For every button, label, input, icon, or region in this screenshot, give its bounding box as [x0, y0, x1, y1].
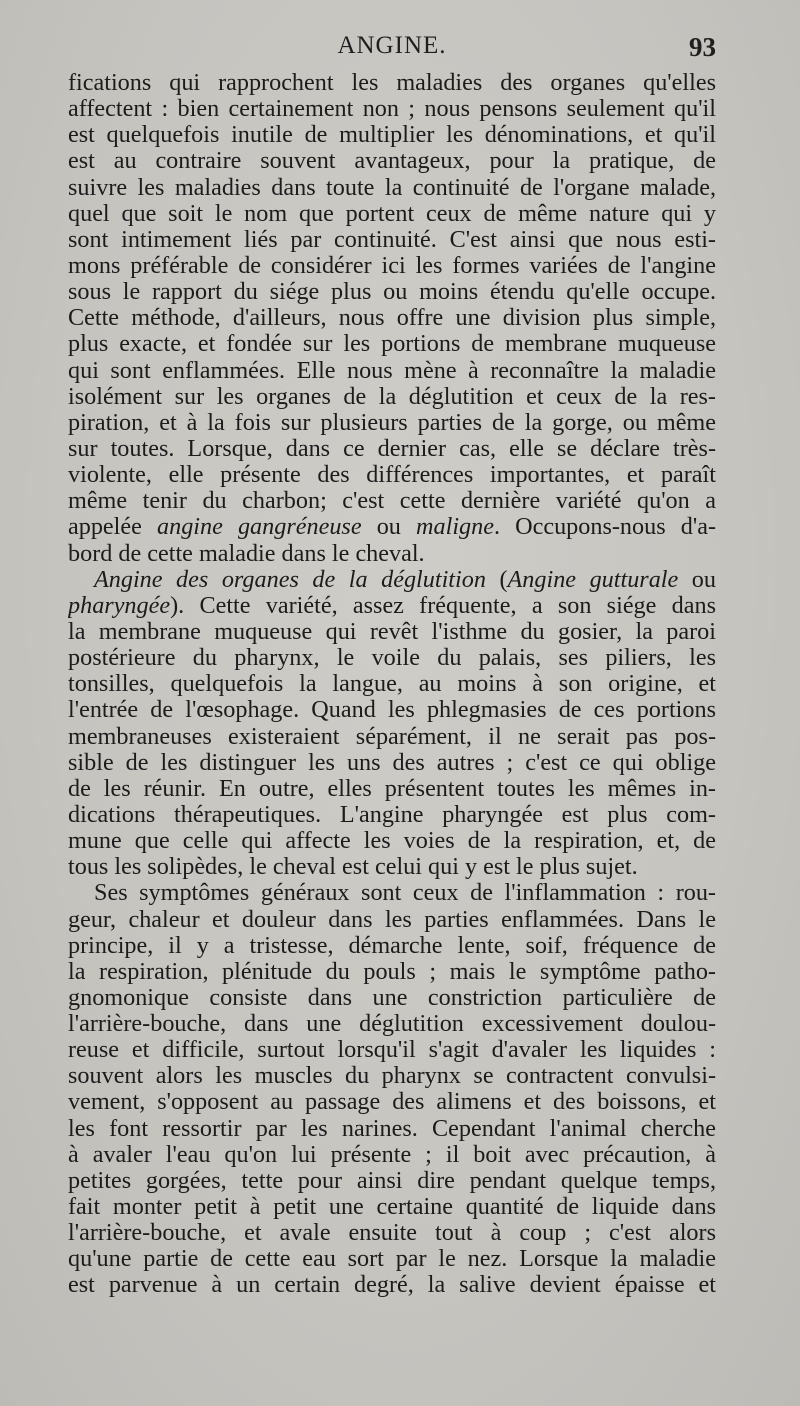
running-header	[68, 32, 716, 68]
text-run: même tenir du charbon; c'est cette dernière variété qu'on a	[68, 488, 716, 515]
page-number: 93	[689, 32, 716, 62]
text-run: geur, chaleur et douleur dans les parties enflammées. Dans le	[68, 906, 716, 933]
text-run: ou	[361, 514, 417, 541]
text-run: la membrane muqueuse qui revêt l'isthme du gosier, la paroi	[68, 618, 716, 645]
text-line	[68, 253, 716, 279]
text-line	[68, 462, 716, 488]
text-line	[68, 985, 716, 1011]
text-run: est quelquefois inutile de multiplier les dénominations, et qu'il	[68, 122, 716, 149]
text-run: fait monter petit à petit une certaine quantité de liquide dans	[68, 1194, 716, 1221]
text-line	[68, 671, 716, 697]
text-line	[68, 358, 716, 384]
text-line	[68, 70, 716, 96]
italic-term: pharyngée	[68, 592, 171, 619]
text-run: mune que celle qui affecte les voies de la respiration, et, de	[68, 828, 716, 855]
text-run: bord de cette maladie dans le cheval.	[68, 540, 425, 567]
text-run: fications qui rapprochent les maladies des organes qu'elles	[68, 70, 716, 96]
text-line	[68, 384, 716, 410]
text-run: petites gorgées, tette pour ainsi dire pendant quelque temps,	[68, 1167, 716, 1194]
italic-term: maligne	[416, 514, 494, 541]
text-line	[68, 331, 716, 357]
text-line	[68, 750, 716, 776]
text-run: dications thérapeutiques. L'angine pharyngée est plus com-	[68, 801, 716, 828]
text-line	[68, 305, 716, 331]
text-line	[68, 1063, 716, 1089]
text-run: sont intimement liés par continuité. C'est ainsi que nous esti-	[68, 226, 716, 253]
text-run: de les réunir. En outre, elles présentent toutes les mêmes in-	[68, 775, 716, 802]
text-run: qui sont enflammées. Elle nous mène à reconnaître la maladie	[68, 357, 716, 384]
text-line	[68, 436, 716, 462]
italic-term: Angine gutturale	[507, 566, 679, 593]
text-line	[68, 567, 716, 593]
text-line	[68, 148, 716, 174]
text-run: violente, elle présente des différences importantes, et paraît	[68, 462, 716, 489]
running-title: ANGINE.	[337, 32, 447, 59]
text-line	[68, 96, 716, 122]
text-run: l'entrée de l'œsophage. Quand les phlegmasies de ces portions	[68, 697, 716, 724]
text-line	[68, 1246, 716, 1272]
body-text	[68, 70, 716, 1299]
text-line	[68, 279, 716, 305]
text-line	[68, 488, 716, 514]
text-line	[68, 122, 716, 148]
text-line	[68, 201, 716, 227]
text-run: quel que soit le nom que portent ceux de même nature qui y	[68, 200, 716, 227]
text-run: principe, il y a tristesse, démarche lente, soif, fréquence de	[68, 932, 716, 959]
text-run: les font ressortir par les narines. Cependant l'animal cherche	[68, 1115, 716, 1142]
text-line	[68, 514, 716, 540]
text-line	[68, 541, 716, 567]
text-line	[68, 1194, 716, 1220]
text-line	[68, 776, 716, 802]
italic-term: Angine des organes de la déglutition	[94, 566, 486, 593]
text-run: Cette méthode, d'ailleurs, nous offre une division plus simple,	[68, 305, 716, 332]
text-run: l'arrière-bouche, dans une déglutition excessivement doulou-	[68, 1011, 716, 1038]
text-run: piration, et à la fois sur plusieurs parties de la gorge, ou même	[68, 409, 716, 436]
text-run: reuse et difficile, surtout lorsqu'il s'agit d'avaler les liquides :	[68, 1037, 716, 1064]
text-line	[68, 593, 716, 619]
text-line	[68, 1011, 716, 1037]
text-line	[68, 175, 716, 201]
text-line	[68, 227, 716, 253]
text-run: . Occupons-nous d'a-	[493, 514, 716, 541]
text-run: à avaler l'eau qu'on lui présente ; il boit avec précaution, à	[68, 1141, 716, 1168]
text-line	[68, 1089, 716, 1115]
text-run: qu'une partie de cette eau sort par le nez. Lorsque la maladie	[68, 1246, 716, 1273]
text-line	[68, 802, 716, 828]
text-line	[68, 828, 716, 854]
text-line	[68, 959, 716, 985]
text-line	[68, 1272, 716, 1298]
text-run: plus exacte, et fondée sur les portions de membrane muqueuse	[68, 331, 716, 358]
text-run: tonsilles, quelquefois la langue, au moins à son origine, et	[68, 671, 716, 698]
text-run: la respiration, plénitude du pouls ; mais le symptôme patho-	[68, 958, 716, 985]
text-line	[68, 645, 716, 671]
text-line	[68, 1220, 716, 1246]
text-run: sous le rapport du siége plus ou moins étendu qu'elle occupe.	[68, 279, 716, 306]
text-run: sible de les distinguer les uns des autres ; c'est ce qui oblige	[68, 749, 716, 776]
text-run: l'arrière-bouche, et avale ensuite tout à coup ; c'est alors	[68, 1220, 716, 1247]
text-line	[68, 1142, 716, 1168]
text-run: appelée	[68, 514, 157, 541]
text-run: mons préférable de considérer ici les formes variées de l'angine	[68, 252, 716, 279]
text-run: ). Cette variété, assez fréquente, a son siége dans	[170, 592, 716, 619]
text-run: sur toutes. Lorsque, dans ce dernier cas, elle se déclare très-	[68, 435, 716, 462]
text-line	[68, 619, 716, 645]
text-run: membraneuses existeraient séparément, il ne serait pas pos-	[68, 723, 716, 750]
text-line	[68, 1116, 716, 1142]
text-run: isolément sur les organes de la déglutition et ceux de la res-	[68, 383, 716, 410]
text-run: suivre les maladies dans toute la continuité de l'organe malade,	[68, 174, 716, 201]
text-line	[68, 907, 716, 933]
text-run: tous les solipèdes, le cheval est celui qui y est le plus sujet.	[68, 854, 638, 881]
text-run: Ses symptômes généraux sont ceux de l'inflammation : rou-	[94, 880, 716, 907]
text-run: (	[485, 566, 508, 593]
text-run: est parvenue à un certain degré, la salive devient épaisse et	[68, 1272, 716, 1299]
text-run: est au contraire souvent avantageux, pour la pratique, de	[68, 148, 716, 175]
text-line	[68, 410, 716, 436]
text-run: souvent alors les muscles du pharynx se contractent convulsi-	[68, 1063, 716, 1090]
text-run: postérieure du pharynx, le voile du palais, ses piliers, les	[68, 645, 716, 672]
italic-term: angine gangréneuse	[157, 514, 362, 541]
text-line	[68, 933, 716, 959]
text-line	[68, 1168, 716, 1194]
text-run: ou	[678, 566, 716, 593]
text-line	[68, 880, 716, 906]
text-line	[68, 724, 716, 750]
text-line	[68, 697, 716, 723]
text-run: vement, s'opposent au passage des alimens et des boissons, et	[68, 1089, 716, 1116]
text-run: affectent : bien certainement non ; nous pensons seulement qu'il	[68, 96, 716, 123]
text-line	[68, 854, 716, 880]
text-line	[68, 1037, 716, 1063]
text-run: gnomonique consiste dans une constriction particulière de	[68, 984, 716, 1011]
